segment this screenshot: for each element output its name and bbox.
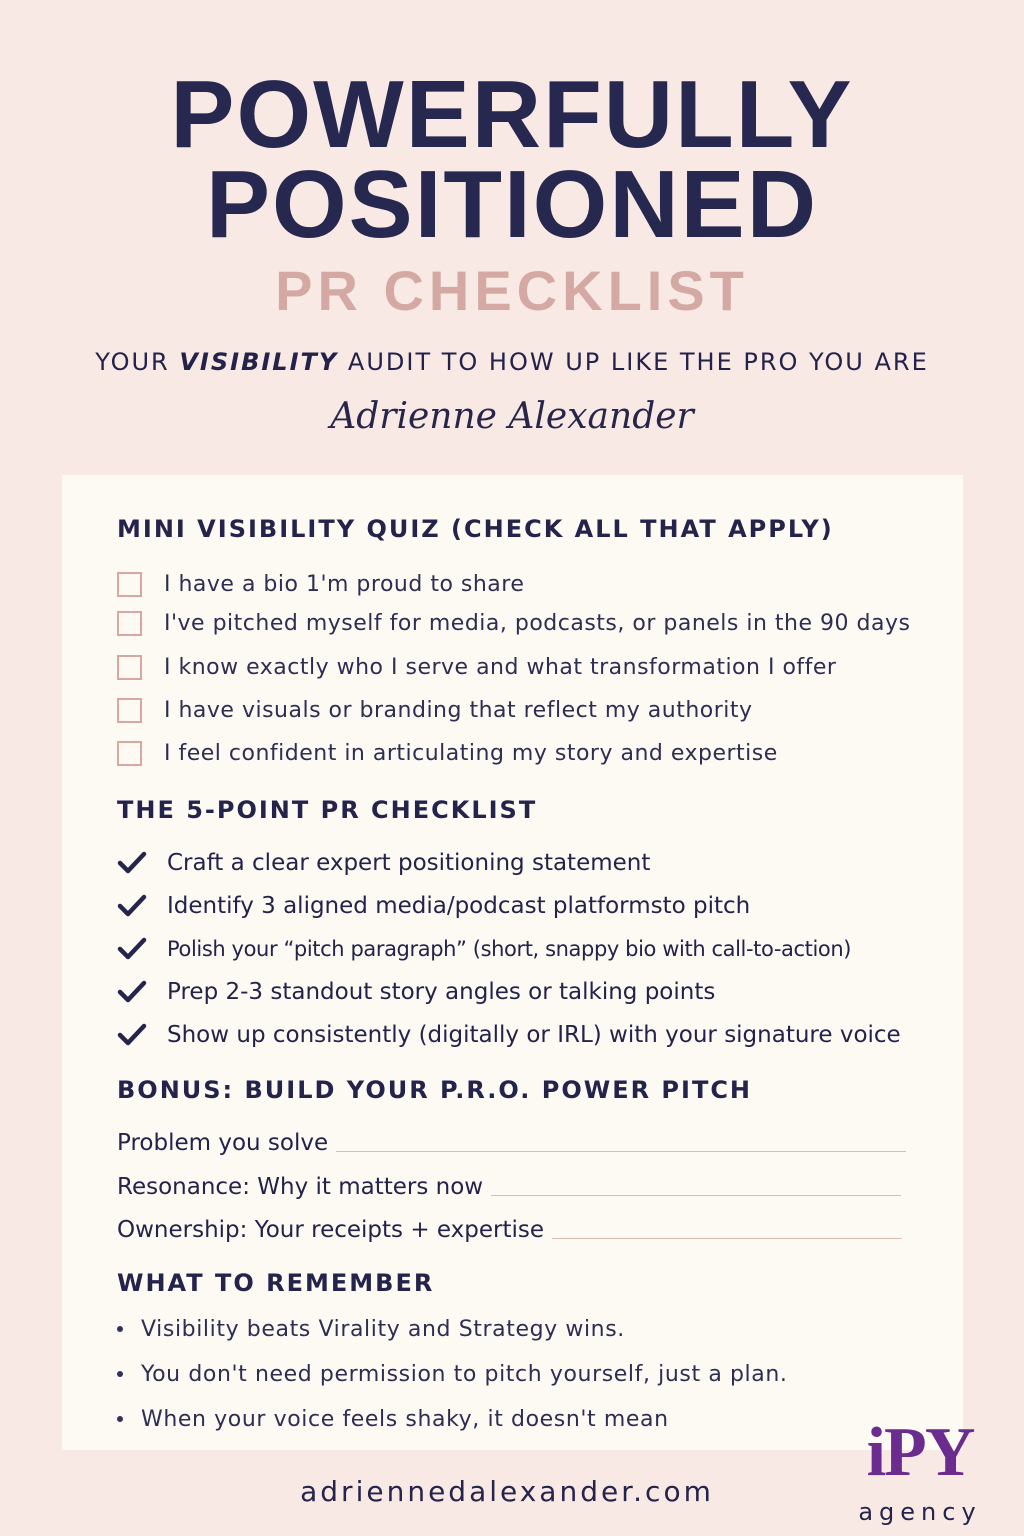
remember-item bbox=[117, 1357, 787, 1391]
tagline-end: AUDIT TO HOW UP LIKE THE PRO YOU ARE bbox=[338, 348, 929, 376]
subtitle: PR CHECKLIST bbox=[275, 259, 749, 322]
checklist-item bbox=[117, 889, 750, 923]
checklist-item bbox=[117, 932, 851, 966]
title-line-2: POSITIONED bbox=[205, 151, 819, 258]
logo-mark: iPY bbox=[866, 1414, 974, 1491]
quiz-item-label: I know exactly who I serve and what transformation I offer bbox=[164, 654, 837, 680]
quiz-item[interactable] bbox=[117, 736, 778, 770]
quiz-heading: MINI VISIBILITY QUIZ (CHECK ALL THAT APPLY) bbox=[117, 515, 834, 543]
fill-in-row[interactable] bbox=[117, 1209, 902, 1243]
checklist-item bbox=[117, 1018, 901, 1052]
quiz-item[interactable] bbox=[117, 650, 836, 684]
checkbox[interactable] bbox=[117, 655, 142, 680]
checkmark-icon bbox=[117, 977, 147, 1007]
bullet-icon bbox=[117, 1416, 123, 1422]
remember-heading: WHAT TO REMEMBER bbox=[117, 1269, 435, 1297]
fill-in-line[interactable] bbox=[552, 1237, 902, 1239]
remember-item bbox=[117, 1402, 669, 1436]
checkbox[interactable] bbox=[117, 611, 142, 636]
fill-in-line[interactable] bbox=[336, 1150, 906, 1152]
checkbox[interactable] bbox=[117, 572, 142, 597]
checklist-item bbox=[117, 846, 650, 880]
quiz-item[interactable] bbox=[117, 567, 524, 601]
tagline-start: YOUR bbox=[95, 348, 180, 376]
logo-subtitle: agency bbox=[858, 1498, 982, 1526]
tagline-emphasis: VISIBILITY bbox=[179, 348, 339, 376]
fill-in-label: Problem you solve bbox=[117, 1130, 329, 1156]
checkmark-icon bbox=[117, 1020, 147, 1050]
quiz-item[interactable] bbox=[117, 606, 910, 640]
quiz-item-label: I feel confident in articulating my story and expertise bbox=[164, 740, 778, 766]
checklist-item-label: Craft a clear expert positioning statement bbox=[167, 850, 651, 876]
agency-logo bbox=[845, 1414, 995, 1530]
checkbox[interactable] bbox=[117, 698, 142, 723]
fill-in-row[interactable] bbox=[117, 1122, 906, 1156]
quiz-item[interactable] bbox=[117, 693, 753, 727]
quiz-item-label: I've pitched myself for media, podcasts, or panels in the 90 days bbox=[164, 610, 911, 636]
fill-in-row[interactable] bbox=[117, 1166, 901, 1200]
tagline bbox=[0, 348, 1024, 376]
bonus-heading: BONUS: BUILD YOUR P.R.O. POWER PITCH bbox=[117, 1076, 753, 1104]
author-name: Adrienne Alexander bbox=[330, 396, 694, 437]
remember-item-label: You don't need permission to pitch yourself, just a plan. bbox=[141, 1361, 788, 1387]
bullet-icon bbox=[117, 1326, 123, 1332]
checkmark-icon bbox=[117, 934, 147, 964]
website-link[interactable]: adriennedalexander.com bbox=[300, 1475, 714, 1508]
checkmark-icon bbox=[117, 891, 147, 921]
checkbox[interactable] bbox=[117, 741, 142, 766]
checklist-item-label: Prep 2-3 standout story angles or talking points bbox=[167, 979, 716, 1005]
checklist-item-label: Show up consistently (digitally or IRL) with your signature voice bbox=[167, 1022, 901, 1048]
quiz-item-label: I have a bio 1'm proud to share bbox=[164, 571, 525, 597]
remember-item-label: When your voice feels shaky, it doesn't mean bbox=[141, 1406, 669, 1432]
remember-item bbox=[117, 1312, 625, 1346]
fill-in-label: Ownership: Your receipts + expertise bbox=[117, 1217, 545, 1243]
checklist-item bbox=[117, 975, 715, 1009]
quiz-item-label: I have visuals or branding that reflect my authority bbox=[164, 697, 753, 723]
checklist-item-label: Identify 3 aligned media/podcast platformsto pitch bbox=[167, 893, 751, 919]
bullet-icon bbox=[117, 1371, 123, 1377]
checklist-item-label: Polish your “pitch paragraph” (short, snappy bio with call-to-action) bbox=[167, 937, 852, 961]
checklist-card bbox=[62, 475, 963, 1450]
checkmark-icon bbox=[117, 848, 147, 878]
fill-in-label: Resonance: Why it matters now bbox=[117, 1174, 484, 1200]
checklist-heading: THE 5-POINT PR CHECKLIST bbox=[117, 796, 538, 824]
title-line-1: POWERFULLY bbox=[170, 61, 854, 168]
remember-item-label: Visibility beats Virality and Strategy wins. bbox=[141, 1316, 625, 1342]
fill-in-line[interactable] bbox=[491, 1194, 901, 1196]
